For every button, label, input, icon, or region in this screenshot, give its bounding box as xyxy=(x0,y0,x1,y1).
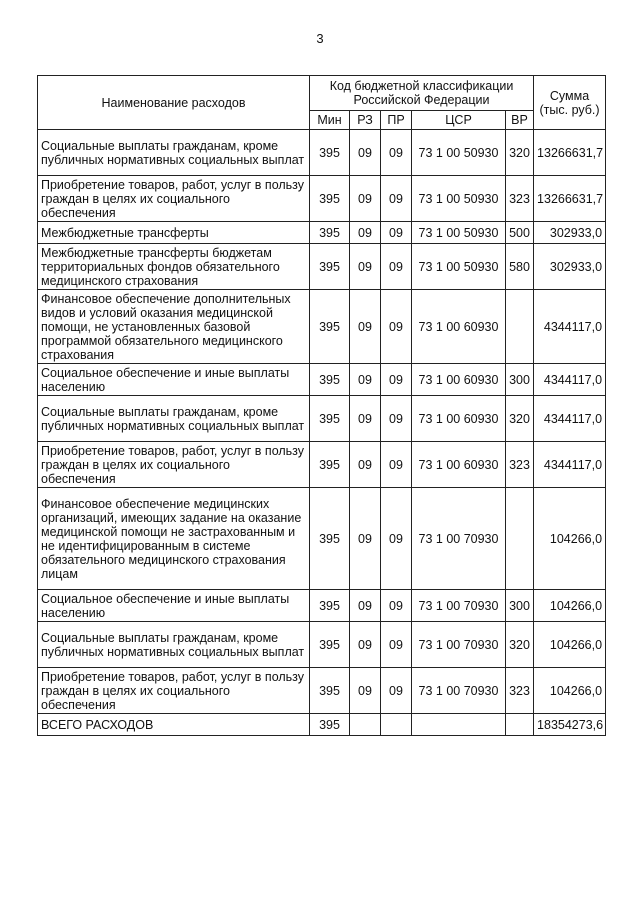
header-code-group: Код бюджетной классификации Российской Федерации xyxy=(310,76,534,111)
row-csr: 73 1 00 50930 xyxy=(412,222,506,244)
row-sum: 4344117,0 xyxy=(534,364,606,396)
table-row xyxy=(38,622,606,668)
row-min: 395 xyxy=(310,590,350,622)
row-vr xyxy=(506,714,534,736)
row-name: Социальные выплаты гражданам, кроме публичных нормативных социальных выплат xyxy=(38,396,310,442)
table-row xyxy=(38,244,606,290)
table-row xyxy=(38,364,606,396)
row-min: 395 xyxy=(310,176,350,222)
row-min: 395 xyxy=(310,622,350,668)
header-csr: ЦСР xyxy=(412,111,506,130)
row-vr: 323 xyxy=(506,442,534,488)
row-vr: 320 xyxy=(506,396,534,442)
header-min: Мин xyxy=(310,111,350,130)
row-name: Финансовое обеспечение дополнительных видов и условий оказания медицинской помощи, не установленных базовой программой обязательного медицинского страхования xyxy=(38,290,310,364)
row-pr: 09 xyxy=(381,590,412,622)
row-pr: 09 xyxy=(381,668,412,714)
row-min: 395 xyxy=(310,668,350,714)
row-pr: 09 xyxy=(381,488,412,590)
table-row xyxy=(38,442,606,488)
row-rz: 09 xyxy=(350,590,381,622)
table-row xyxy=(38,222,606,244)
row-pr: 09 xyxy=(381,130,412,176)
row-min: 395 xyxy=(310,488,350,590)
row-csr xyxy=(412,714,506,736)
row-min: 395 xyxy=(310,130,350,176)
row-csr: 73 1 00 70930 xyxy=(412,590,506,622)
table-row xyxy=(38,396,606,442)
row-vr: 580 xyxy=(506,244,534,290)
table-row xyxy=(38,176,606,222)
row-name: Приобретение товаров, работ, услуг в пользу граждан в целях их социального обеспечения xyxy=(38,442,310,488)
row-sum: 4344117,0 xyxy=(534,442,606,488)
row-rz: 09 xyxy=(350,396,381,442)
row-pr: 09 xyxy=(381,442,412,488)
row-vr: 323 xyxy=(506,176,534,222)
row-min: 395 xyxy=(310,290,350,364)
row-name: Социальное обеспечение и иные выплаты населению xyxy=(38,590,310,622)
row-csr: 73 1 00 50930 xyxy=(412,244,506,290)
row-rz: 09 xyxy=(350,290,381,364)
row-pr: 09 xyxy=(381,244,412,290)
row-name: ВСЕГО РАСХОДОВ xyxy=(38,714,310,736)
row-vr: 320 xyxy=(506,130,534,176)
row-vr: 323 xyxy=(506,668,534,714)
row-pr: 09 xyxy=(381,290,412,364)
header-rz: РЗ xyxy=(350,111,381,130)
row-name: Социальные выплаты гражданам, кроме публичных нормативных социальных выплат xyxy=(38,130,310,176)
row-rz: 09 xyxy=(350,222,381,244)
row-csr: 73 1 00 70930 xyxy=(412,488,506,590)
row-csr: 73 1 00 60930 xyxy=(412,442,506,488)
row-vr: 300 xyxy=(506,364,534,396)
row-min: 395 xyxy=(310,244,350,290)
row-rz: 09 xyxy=(350,176,381,222)
row-rz: 09 xyxy=(350,668,381,714)
row-name: Межбюджетные трансферты бюджетам территориальных фондов обязательного медицинского страхования xyxy=(38,244,310,290)
row-csr: 73 1 00 50930 xyxy=(412,130,506,176)
row-pr: 09 xyxy=(381,396,412,442)
table-row xyxy=(38,668,606,714)
header-name: Наименование расходов xyxy=(38,76,310,130)
row-sum: 104266,0 xyxy=(534,668,606,714)
row-name: Социальные выплаты гражданам, кроме публичных нормативных социальных выплат xyxy=(38,622,310,668)
row-vr: 500 xyxy=(506,222,534,244)
table-row xyxy=(38,590,606,622)
header-row xyxy=(38,76,606,111)
row-name: Межбюджетные трансферты xyxy=(38,222,310,244)
row-rz: 09 xyxy=(350,244,381,290)
row-min: 395 xyxy=(310,364,350,396)
row-vr xyxy=(506,290,534,364)
budget-table xyxy=(37,75,606,736)
row-csr: 73 1 00 60930 xyxy=(412,364,506,396)
table-row xyxy=(38,130,606,176)
row-name: Финансовое обеспечение медицинских организаций, имеющих задание на оказание медицинской помощи не застрахованным и не идентифицированным в системе обязательного медицинского страхования лицам xyxy=(38,488,310,590)
row-rz: 09 xyxy=(350,622,381,668)
row-name: Приобретение товаров, работ, услуг в пользу граждан в целях их социального обеспечения xyxy=(38,176,310,222)
row-csr: 73 1 00 60930 xyxy=(412,290,506,364)
row-sum: 302933,0 xyxy=(534,222,606,244)
row-min: 395 xyxy=(310,222,350,244)
row-name: Социальное обеспечение и иные выплаты населению xyxy=(38,364,310,396)
row-sum: 4344117,0 xyxy=(534,290,606,364)
row-pr: 09 xyxy=(381,364,412,396)
row-rz: 09 xyxy=(350,364,381,396)
page-number: 3 xyxy=(316,31,324,46)
header-sum: Сумма (тыс. руб.) xyxy=(534,76,606,130)
row-sum: 13266631,7 xyxy=(534,176,606,222)
header-pr: ПР xyxy=(381,111,412,130)
row-rz xyxy=(350,714,381,736)
table-row xyxy=(38,488,606,590)
row-sum: 13266631,7 xyxy=(534,130,606,176)
row-vr: 320 xyxy=(506,622,534,668)
total-row xyxy=(38,714,606,736)
row-sum: 104266,0 xyxy=(534,488,606,590)
row-sum: 104266,0 xyxy=(534,622,606,668)
row-rz: 09 xyxy=(350,130,381,176)
row-sum: 4344117,0 xyxy=(534,396,606,442)
row-sum: 104266,0 xyxy=(534,590,606,622)
row-csr: 73 1 00 70930 xyxy=(412,622,506,668)
row-min: 395 xyxy=(310,396,350,442)
row-pr: 09 xyxy=(381,222,412,244)
row-min: 395 xyxy=(310,714,350,736)
table-row xyxy=(38,290,606,364)
row-sum: 18354273,6 xyxy=(534,714,606,736)
row-vr xyxy=(506,488,534,590)
row-csr: 73 1 00 70930 xyxy=(412,668,506,714)
row-rz: 09 xyxy=(350,488,381,590)
row-csr: 73 1 00 50930 xyxy=(412,176,506,222)
row-pr: 09 xyxy=(381,176,412,222)
row-sum: 302933,0 xyxy=(534,244,606,290)
row-min: 395 xyxy=(310,442,350,488)
row-vr: 300 xyxy=(506,590,534,622)
row-name: Приобретение товаров, работ, услуг в пользу граждан в целях их социального обеспечения xyxy=(38,668,310,714)
header-vr: ВР xyxy=(506,111,534,130)
row-pr: 09 xyxy=(381,622,412,668)
row-rz: 09 xyxy=(350,442,381,488)
row-csr: 73 1 00 60930 xyxy=(412,396,506,442)
row-pr xyxy=(381,714,412,736)
